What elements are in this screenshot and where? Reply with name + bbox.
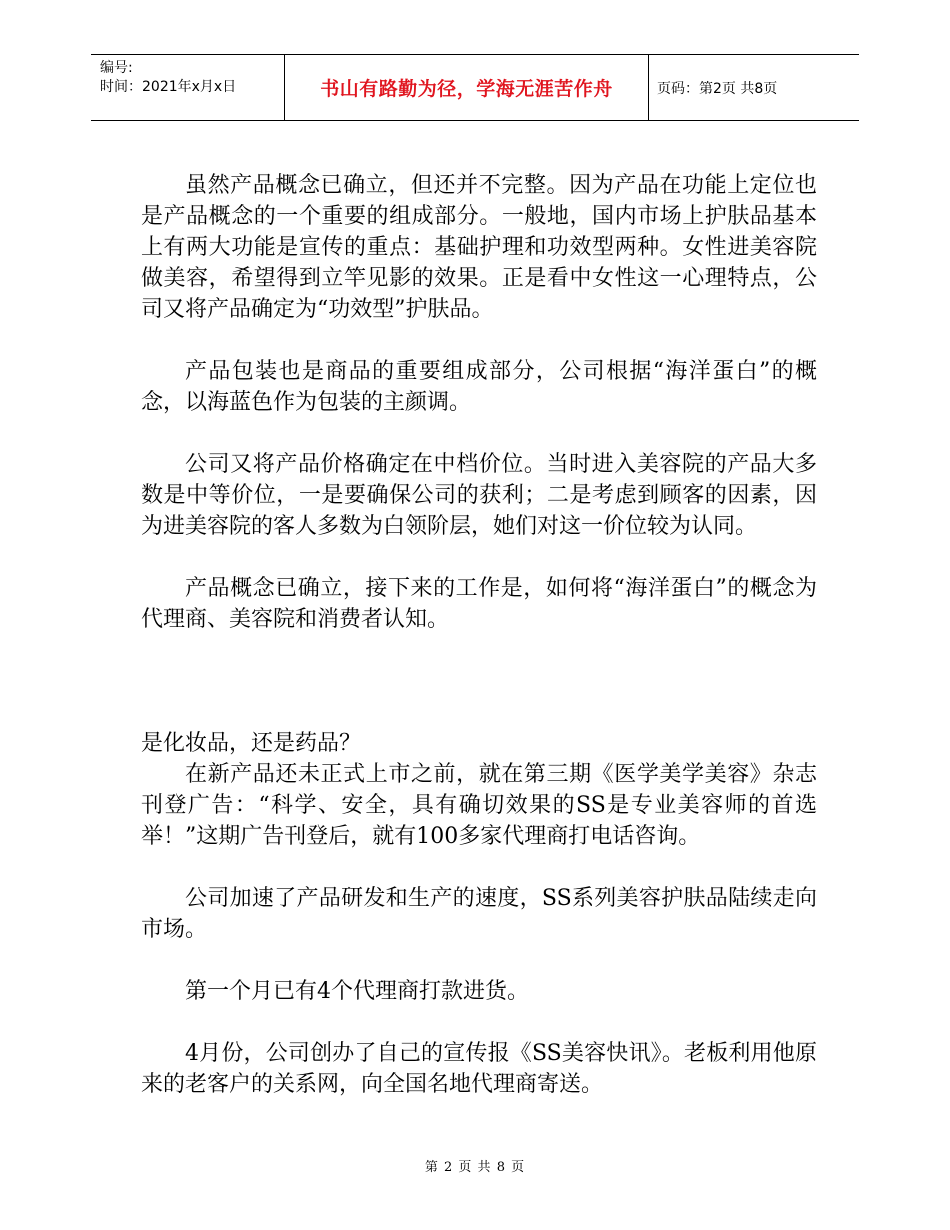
paragraph: 虽然产品概念已确立，但还并不完整。因为产品在功能上定位也是产品概念的一个重要的组成部分。一般地，国内市场上护肤品基本上有两大功能是宣传的重点：基础护理和功效型两种。女性进美容院做美容，希望得到立竿见影的效果。正是看中女性这一心理特点，公司又将产品确定为“功效型”护肤品。 [141,173,817,322]
paragraph: 在新产品还未正式上市之前，就在第三期《医学美学美容》杂志刊登广告：“科学、安全，具有确切效果的SS是专业美容师的首选举！”这期广告刊登后，就有100多家代理商打电话咨询。 [141,762,817,849]
header-meta-cell [91,55,285,120]
document-body [141,170,817,1100]
header-page-label: 页码：第2页 共8页 [657,80,778,97]
page-footer: 第 2 页 共 8 页 [424,1160,526,1175]
header-motto-cell [285,55,649,120]
paragraph: 产品概念已确立，接下来的工作是，如何将“海洋蛋白”的概念为代理商、美容院和消费者认知。 [141,576,817,632]
paragraph: 产品包装也是商品的重要组成部分，公司根据“海洋蛋白”的概念，以海蓝色作为包装的主颜调。 [141,359,817,415]
section-heading: 是化妆品，还是药品？ [141,731,362,756]
page-header [91,54,859,121]
paragraph: 第一个月已有4个代理商打款进货。 [185,979,529,1004]
time-label: 时间：2021年x月x日 [100,79,237,95]
paragraph: 公司加速了产品研发和生产的速度，SS系列美容护肤品陆续走向市场。 [141,886,817,942]
number-label: 编号: [100,60,133,76]
header-page-cell [649,55,859,120]
paragraph: 公司又将产品价格确定在中档价位。当时进入美容院的产品大多数是中等价位，一是要确保公司的获利；二是考虑到顾客的因素，因为进美容院的客人多数为白领阶层，她们对这一价位较为认同。 [141,452,817,539]
section-gap [141,697,817,728]
header-motto: 书山有路勤为径，学海无涯苦作舟 [320,78,613,100]
paragraph: 4月份，公司创办了自己的宣传报《SS美容快讯》。老板利用他原来的老客户的关系网，向全国名地代理商寄送。 [141,1041,817,1097]
section-gap [141,635,817,697]
